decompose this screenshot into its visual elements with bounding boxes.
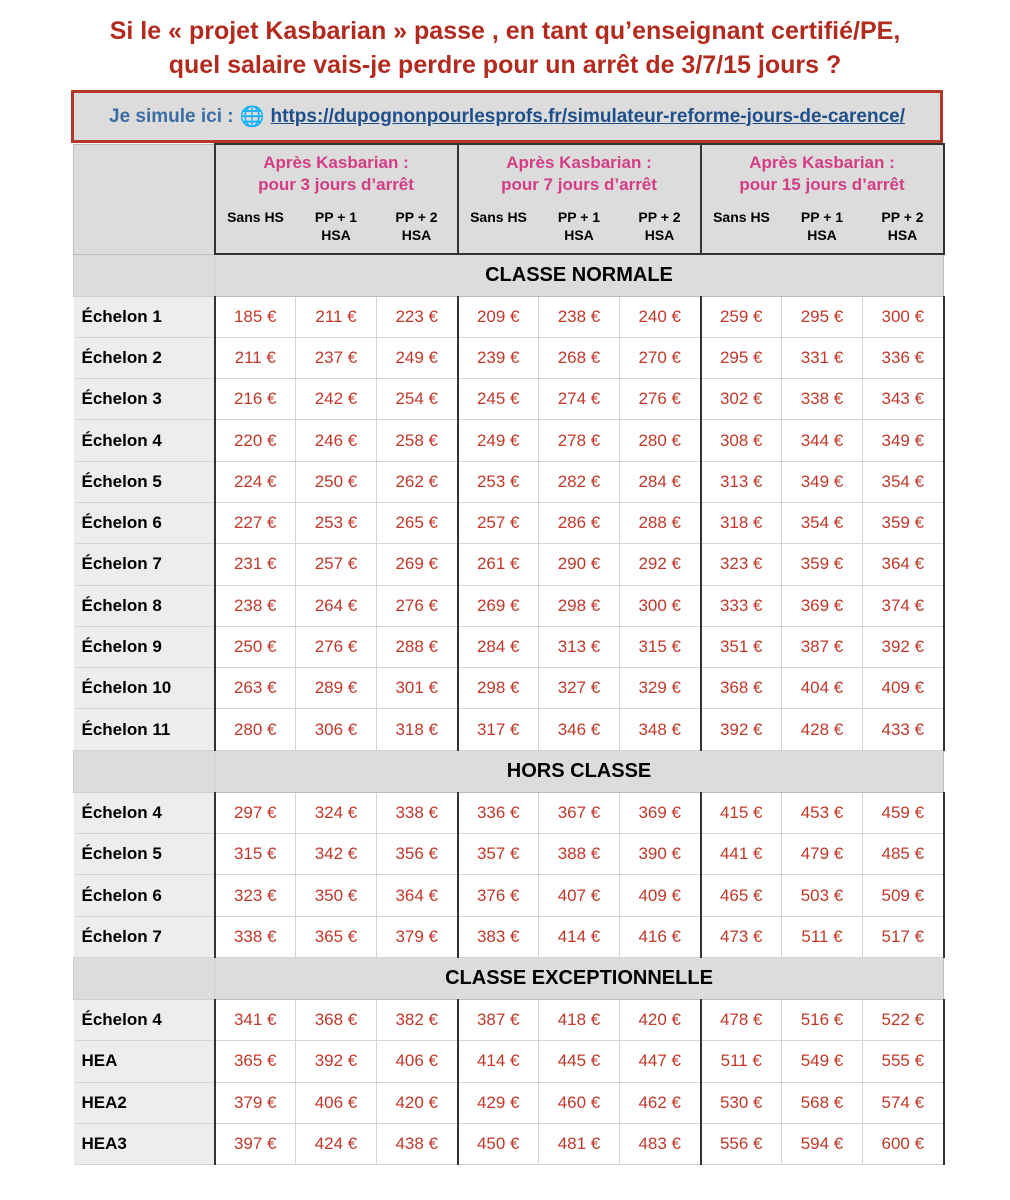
section-header-row	[74, 254, 944, 296]
value-cell: 313 €	[701, 461, 782, 502]
value-cell: 453 €	[782, 792, 863, 833]
column-header-line-1: Sans HS	[470, 209, 527, 225]
value-cell: 338 €	[782, 379, 863, 420]
value-cell: 420 €	[377, 1082, 458, 1123]
value-cell: 280 €	[620, 420, 701, 461]
value-cell: 555 €	[863, 1041, 944, 1082]
value-cell: 284 €	[620, 461, 701, 502]
value-cell: 286 €	[539, 502, 620, 543]
value-cell: 327 €	[539, 668, 620, 709]
page-title	[0, 14, 1010, 82]
value-cell: 517 €	[863, 916, 944, 957]
row-label: HEA2	[74, 1082, 215, 1123]
value-cell: 278 €	[539, 420, 620, 461]
value-cell: 237 €	[296, 337, 377, 378]
row-label: Échelon 5	[74, 461, 215, 502]
value-cell: 298 €	[539, 585, 620, 626]
value-cell: 290 €	[539, 544, 620, 585]
value-cell: 270 €	[620, 337, 701, 378]
value-cell: 390 €	[620, 834, 701, 875]
value-cell: 349 €	[782, 461, 863, 502]
value-cell: 376 €	[458, 875, 539, 916]
value-cell: 406 €	[377, 1041, 458, 1082]
value-cell: 441 €	[701, 834, 782, 875]
column-header	[620, 202, 701, 254]
value-cell: 211 €	[215, 337, 296, 378]
value-cell: 368 €	[296, 999, 377, 1040]
value-cell: 429 €	[458, 1082, 539, 1123]
value-cell: 336 €	[458, 792, 539, 833]
section-title-text: HORS CLASSE	[506, 759, 652, 782]
value-cell: 318 €	[377, 709, 458, 750]
title-line-2: quel salaire vais-je perdre pour un arrêt de 3/7/15 jours ?	[168, 51, 842, 79]
value-cell: 253 €	[296, 502, 377, 543]
table-row	[74, 296, 944, 337]
value-cell: 289 €	[296, 668, 377, 709]
value-cell: 447 €	[620, 1041, 701, 1082]
value-cell: 365 €	[296, 916, 377, 957]
value-cell: 313 €	[539, 626, 620, 667]
column-header-line-2: HSA	[807, 227, 837, 243]
value-cell: 264 €	[296, 585, 377, 626]
value-cell: 227 €	[215, 502, 296, 543]
row-label: Échelon 11	[74, 709, 215, 750]
value-cell: 280 €	[215, 709, 296, 750]
table-row	[74, 875, 944, 916]
column-header-line-1: PP + 2	[881, 209, 924, 225]
value-cell: 392 €	[296, 1041, 377, 1082]
value-cell: 262 €	[377, 461, 458, 502]
table-row	[74, 916, 944, 957]
row-label: Échelon 4	[74, 420, 215, 461]
value-cell: 522 €	[863, 999, 944, 1040]
value-cell: 284 €	[458, 626, 539, 667]
column-header-line-2: HSA	[887, 227, 918, 243]
column-header-line-1: PP + 1	[800, 209, 844, 225]
value-cell: 324 €	[296, 792, 377, 833]
value-cell: 276 €	[620, 379, 701, 420]
group-header	[458, 144, 701, 202]
value-cell: 445 €	[539, 1041, 620, 1082]
title-line-1: Si le « projet Kasbarian » passe , en tant qu’enseignant certifié/PE,	[109, 17, 901, 45]
group-header-line-2: pour 15 jours d’arrêt	[739, 174, 905, 194]
value-cell: 387 €	[782, 626, 863, 667]
table-row	[74, 502, 944, 543]
table-row	[74, 461, 944, 502]
value-cell: 365 €	[215, 1041, 296, 1082]
value-cell: 231 €	[215, 544, 296, 585]
value-cell: 292 €	[620, 544, 701, 585]
value-cell: 250 €	[296, 461, 377, 502]
column-header-line-1: PP + 1	[314, 209, 358, 225]
section-header-blank	[74, 254, 215, 296]
value-cell: 424 €	[296, 1123, 377, 1164]
value-cell: 297 €	[215, 792, 296, 833]
column-header-line-1: Sans HS	[227, 209, 284, 225]
column-header	[215, 202, 296, 254]
value-cell: 407 €	[539, 875, 620, 916]
value-cell: 356 €	[377, 834, 458, 875]
value-cell: 220 €	[215, 420, 296, 461]
table-row	[74, 1123, 944, 1164]
value-cell: 259 €	[701, 296, 782, 337]
value-cell: 414 €	[539, 916, 620, 957]
row-label: Échelon 5	[74, 834, 215, 875]
value-cell: 409 €	[620, 875, 701, 916]
value-cell: 269 €	[458, 585, 539, 626]
value-cell: 245 €	[458, 379, 539, 420]
value-cell: 462 €	[620, 1082, 701, 1123]
value-cell: 428 €	[782, 709, 863, 750]
value-cell: 478 €	[701, 999, 782, 1040]
value-cell: 418 €	[539, 999, 620, 1040]
row-label: Échelon 7	[74, 916, 215, 957]
column-header-line-2: HSA	[321, 227, 351, 243]
value-cell: 348 €	[620, 709, 701, 750]
row-label: Échelon 6	[74, 502, 215, 543]
group-header-line-2: pour 3 jours d’arrêt	[258, 174, 414, 194]
value-cell: 288 €	[620, 502, 701, 543]
value-cell: 336 €	[863, 337, 944, 378]
value-cell: 295 €	[701, 337, 782, 378]
value-cell: 276 €	[296, 626, 377, 667]
value-cell: 349 €	[863, 420, 944, 461]
row-label: Échelon 3	[74, 379, 215, 420]
value-cell: 306 €	[296, 709, 377, 750]
value-cell: 369 €	[782, 585, 863, 626]
value-cell: 388 €	[539, 834, 620, 875]
value-cell: 459 €	[863, 792, 944, 833]
value-cell: 549 €	[782, 1041, 863, 1082]
value-cell: 295 €	[782, 296, 863, 337]
group-header-row	[74, 144, 944, 202]
value-cell: 223 €	[377, 296, 458, 337]
value-cell: 364 €	[863, 544, 944, 585]
value-cell: 341 €	[215, 999, 296, 1040]
value-cell: 473 €	[701, 916, 782, 957]
value-cell: 450 €	[458, 1123, 539, 1164]
group-header-line-1: Après Kasbarian :	[749, 152, 895, 172]
table-row	[74, 668, 944, 709]
value-cell: 369 €	[620, 792, 701, 833]
row-label: HEA	[74, 1041, 215, 1082]
value-cell: 317 €	[458, 709, 539, 750]
value-cell: 342 €	[296, 834, 377, 875]
section-header-blank	[74, 957, 215, 999]
column-header-line-2: HSA	[644, 227, 675, 243]
column-header	[782, 202, 863, 254]
value-cell: 438 €	[377, 1123, 458, 1164]
value-cell: 288 €	[377, 626, 458, 667]
value-cell: 302 €	[701, 379, 782, 420]
value-cell: 240 €	[620, 296, 701, 337]
value-cell: 420 €	[620, 999, 701, 1040]
value-cell: 338 €	[377, 792, 458, 833]
value-cell: 359 €	[863, 502, 944, 543]
group-header-line-1: Après Kasbarian :	[506, 152, 652, 172]
value-cell: 383 €	[458, 916, 539, 957]
value-cell: 211 €	[296, 296, 377, 337]
column-header	[296, 202, 377, 254]
value-cell: 318 €	[701, 502, 782, 543]
value-cell: 338 €	[215, 916, 296, 957]
value-cell: 323 €	[215, 875, 296, 916]
group-header-line-1: Après Kasbarian :	[263, 152, 409, 172]
value-cell: 239 €	[458, 337, 539, 378]
table-row	[74, 420, 944, 461]
value-cell: 392 €	[863, 626, 944, 667]
group-header	[701, 144, 944, 202]
value-cell: 329 €	[620, 668, 701, 709]
value-cell: 331 €	[782, 337, 863, 378]
value-cell: 300 €	[863, 296, 944, 337]
value-cell: 323 €	[701, 544, 782, 585]
value-cell: 574 €	[863, 1082, 944, 1123]
value-cell: 392 €	[701, 709, 782, 750]
table-row	[74, 379, 944, 420]
value-cell: 301 €	[377, 668, 458, 709]
value-cell: 269 €	[377, 544, 458, 585]
value-cell: 300 €	[620, 585, 701, 626]
value-cell: 414 €	[458, 1041, 539, 1082]
value-cell: 503 €	[782, 875, 863, 916]
column-header	[539, 202, 620, 254]
value-cell: 397 €	[215, 1123, 296, 1164]
row-label: Échelon 4	[74, 999, 215, 1040]
value-cell: 209 €	[458, 296, 539, 337]
value-cell: 257 €	[458, 502, 539, 543]
column-header-line-1: PP + 2	[638, 209, 681, 225]
salary-table	[73, 143, 945, 1165]
column-header	[458, 202, 539, 254]
value-cell: 594 €	[782, 1123, 863, 1164]
value-cell: 333 €	[701, 585, 782, 626]
table-row	[74, 1041, 944, 1082]
column-header	[377, 202, 458, 254]
value-cell: 242 €	[296, 379, 377, 420]
table-row	[74, 626, 944, 667]
value-cell: 409 €	[863, 668, 944, 709]
value-cell: 258 €	[377, 420, 458, 461]
value-cell: 298 €	[458, 668, 539, 709]
column-header-line-1: PP + 1	[557, 209, 601, 225]
value-cell: 238 €	[539, 296, 620, 337]
section-title	[215, 254, 944, 296]
row-label: Échelon 10	[74, 668, 215, 709]
simulator-label: Je simule ici :	[109, 105, 234, 127]
row-label: Échelon 2	[74, 337, 215, 378]
value-cell: 344 €	[782, 420, 863, 461]
value-cell: 308 €	[701, 420, 782, 461]
value-cell: 253 €	[458, 461, 539, 502]
value-cell: 268 €	[539, 337, 620, 378]
value-cell: 511 €	[701, 1041, 782, 1082]
value-cell: 276 €	[377, 585, 458, 626]
value-cell: 254 €	[377, 379, 458, 420]
header-corner	[74, 144, 215, 254]
table-row	[74, 834, 944, 875]
group-header	[215, 144, 458, 202]
value-cell: 382 €	[377, 999, 458, 1040]
value-cell: 433 €	[863, 709, 944, 750]
value-cell: 249 €	[377, 337, 458, 378]
value-cell: 364 €	[377, 875, 458, 916]
value-cell: 354 €	[782, 502, 863, 543]
value-cell: 249 €	[458, 420, 539, 461]
row-label: Échelon 7	[74, 544, 215, 585]
column-header-line-2: HSA	[564, 227, 594, 243]
value-cell: 416 €	[620, 916, 701, 957]
value-cell: 238 €	[215, 585, 296, 626]
section-title-text: CLASSE EXCEPTIONNELLE	[445, 966, 713, 989]
value-cell: 379 €	[377, 916, 458, 957]
value-cell: 479 €	[782, 834, 863, 875]
row-label: HEA3	[74, 1123, 215, 1164]
section-title-text: CLASSE NORMALE	[485, 263, 673, 286]
simulator-banner	[71, 90, 943, 143]
value-cell: 481 €	[539, 1123, 620, 1164]
value-cell: 257 €	[296, 544, 377, 585]
value-cell: 374 €	[863, 585, 944, 626]
value-cell: 185 €	[215, 296, 296, 337]
column-header-line-2: HSA	[401, 227, 432, 243]
value-cell: 516 €	[782, 999, 863, 1040]
value-cell: 250 €	[215, 626, 296, 667]
group-header-line-2: pour 7 jours d’arrêt	[501, 174, 657, 194]
value-cell: 351 €	[701, 626, 782, 667]
value-cell: 600 €	[863, 1123, 944, 1164]
column-header	[701, 202, 782, 254]
section-header-row	[74, 957, 944, 999]
section-header-blank	[74, 750, 215, 792]
value-cell: 485 €	[863, 834, 944, 875]
value-cell: 246 €	[296, 420, 377, 461]
value-cell: 315 €	[620, 626, 701, 667]
section-header-row	[74, 750, 944, 792]
table-row	[74, 999, 944, 1040]
value-cell: 261 €	[458, 544, 539, 585]
column-header	[863, 202, 944, 254]
value-cell: 379 €	[215, 1082, 296, 1123]
simulator-link[interactable]: https://dupognonpourlesprofs.fr/simulateur-reforme-jours-de-carence/	[270, 105, 905, 127]
value-cell: 367 €	[539, 792, 620, 833]
table-row	[74, 1082, 944, 1123]
value-cell: 568 €	[782, 1082, 863, 1123]
value-cell: 387 €	[458, 999, 539, 1040]
value-cell: 346 €	[539, 709, 620, 750]
value-cell: 483 €	[620, 1123, 701, 1164]
row-label: Échelon 9	[74, 626, 215, 667]
value-cell: 368 €	[701, 668, 782, 709]
value-cell: 343 €	[863, 379, 944, 420]
value-cell: 460 €	[539, 1082, 620, 1123]
globe-icon: 🌐	[239, 106, 265, 128]
row-label: Échelon 8	[74, 585, 215, 626]
value-cell: 509 €	[863, 875, 944, 916]
value-cell: 530 €	[701, 1082, 782, 1123]
row-label: Échelon 6	[74, 875, 215, 916]
value-cell: 216 €	[215, 379, 296, 420]
column-header-line-1: PP + 2	[395, 209, 438, 225]
value-cell: 357 €	[458, 834, 539, 875]
value-cell: 263 €	[215, 668, 296, 709]
row-label: Échelon 1	[74, 296, 215, 337]
value-cell: 406 €	[296, 1082, 377, 1123]
value-cell: 282 €	[539, 461, 620, 502]
table-row	[74, 792, 944, 833]
value-cell: 359 €	[782, 544, 863, 585]
value-cell: 404 €	[782, 668, 863, 709]
value-cell: 465 €	[701, 875, 782, 916]
value-cell: 556 €	[701, 1123, 782, 1164]
table-row	[74, 337, 944, 378]
value-cell: 224 €	[215, 461, 296, 502]
value-cell: 350 €	[296, 875, 377, 916]
row-label: Échelon 4	[74, 792, 215, 833]
section-title	[215, 750, 944, 792]
column-header-line-1: Sans HS	[713, 209, 770, 225]
value-cell: 354 €	[863, 461, 944, 502]
value-cell: 511 €	[782, 916, 863, 957]
table-row	[74, 585, 944, 626]
value-cell: 415 €	[701, 792, 782, 833]
section-title	[215, 957, 944, 999]
table-row	[74, 709, 944, 750]
value-cell: 274 €	[539, 379, 620, 420]
value-cell: 315 €	[215, 834, 296, 875]
value-cell: 265 €	[377, 502, 458, 543]
table-row	[74, 544, 944, 585]
